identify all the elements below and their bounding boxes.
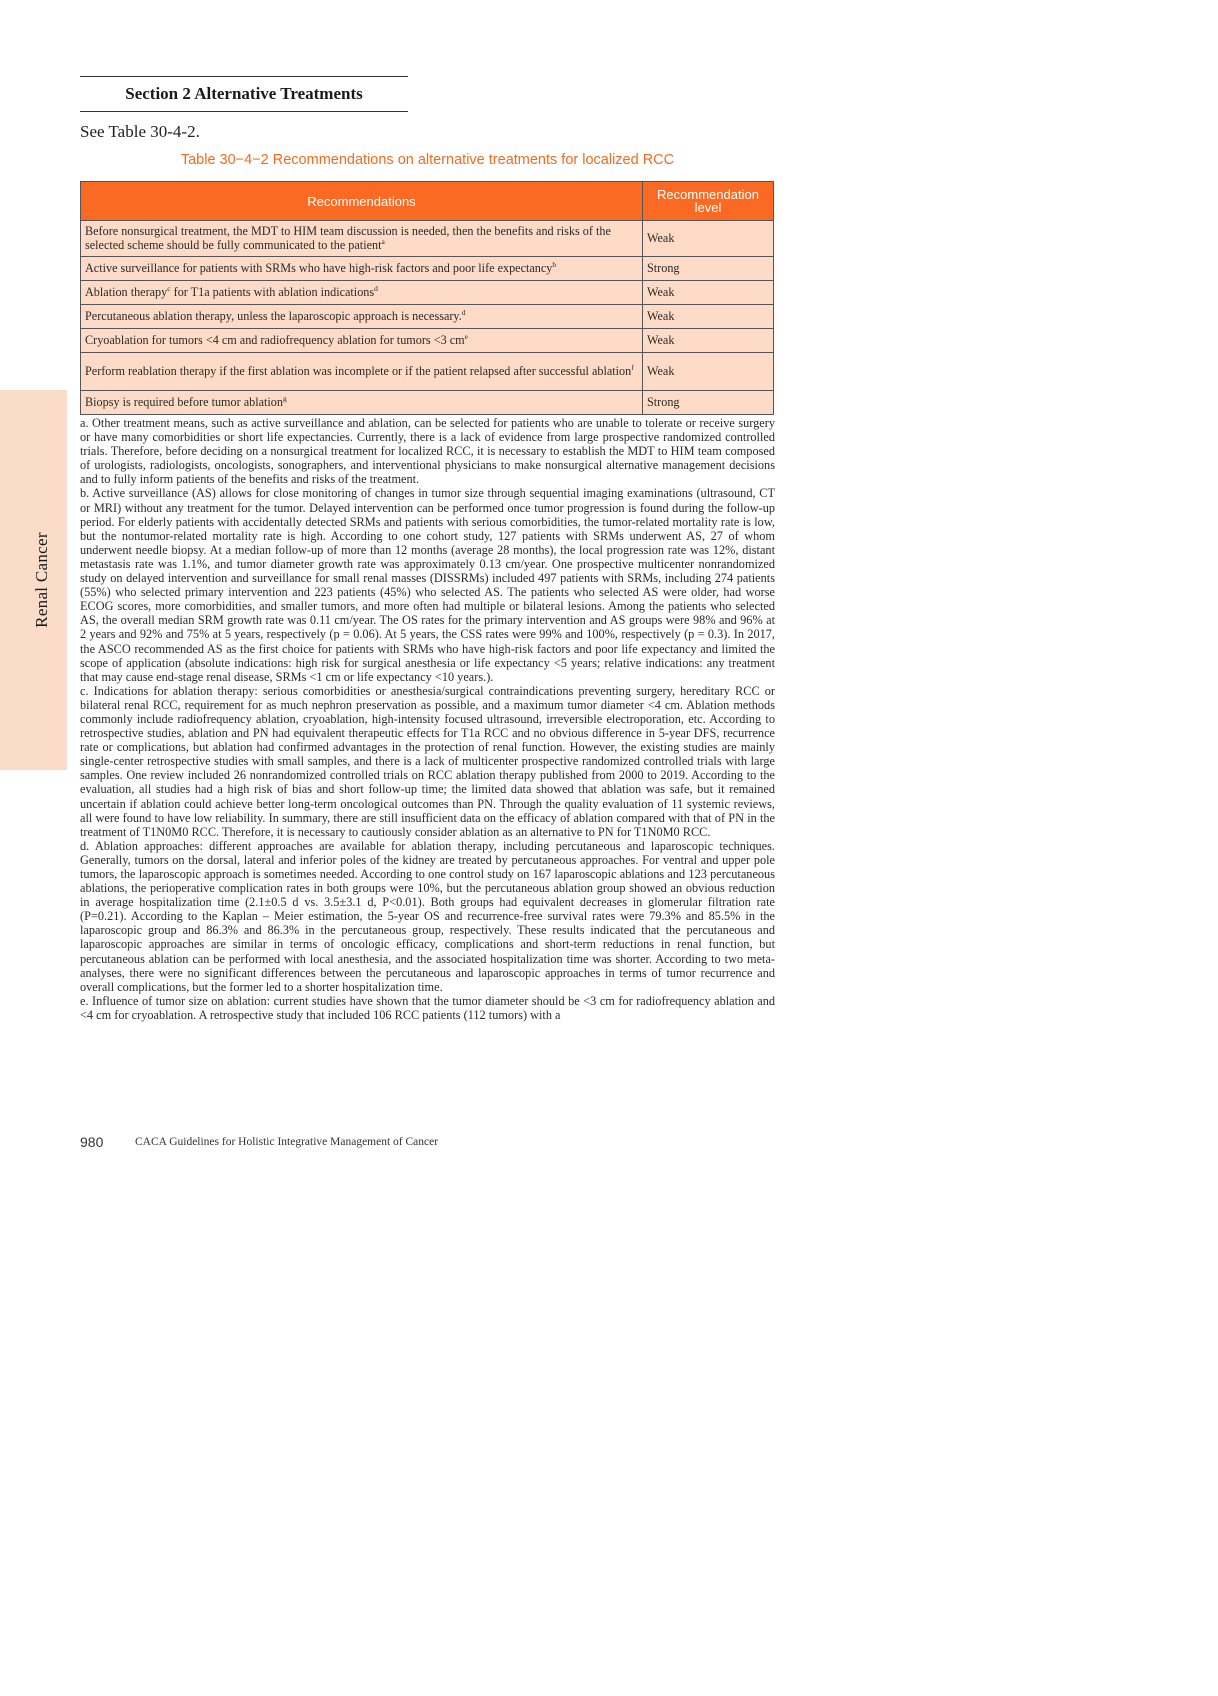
note-e: e. Influence of tumor size on ablation: current studies have shown that the tumor diameter should be <3 cm for radiofrequency ablation and <4 cm for cryoablation. A retrospective study that included 106 RCC patients (112 tumors) with a bbox=[80, 993, 775, 1022]
page-number: 980 bbox=[80, 1134, 104, 1150]
table-row bbox=[81, 257, 774, 281]
section-heading: Section 2 Alternative Treatments bbox=[125, 84, 363, 103]
table-row bbox=[81, 305, 774, 329]
header-level: Recommendation level bbox=[643, 182, 774, 221]
recommendation-cell: Percutaneous ablation therapy, unless the laparoscopic approach is necessary.$^d$ bbox=[81, 305, 643, 329]
section-bottom-rule bbox=[80, 111, 408, 112]
table-caption: Table 30−4−2 Recommendations on alternative treatments for localized RCC bbox=[180, 152, 675, 168]
recommendation-cell: Perform reablation therapy if the first ablation was incomplete or if the patient relapsed after successful ablation$^f$ bbox=[81, 353, 643, 391]
section-top-rule bbox=[80, 76, 408, 77]
table-row bbox=[81, 353, 774, 391]
level-cell: Weak bbox=[643, 221, 774, 257]
note-c: c. Indications for ablation therapy: serious comorbidities or anesthesia/surgical contraindications preventing surgery, hereditary RCC or bilateral renal RCC, requirement for as much nephron preservation as possible, and a maximum tumor diameter <4 cm. Ablation methods commonly include radiofrequency ablation, cryoablation, high-intensity focused ultrasound, irreversible electroporation, etc. According to retrospective studies, ablation and PN had equivalent therapeutic effects for T1a RCC and no obvious difference in 5-year DFS, recurrence rate or complications, but ablation had confirmed advantages in the protection of renal function. However, the existing studies are mainly single-center retrospective studies with small samples, and there is a lack of multicenter prospective randomized controlled trials with large samples. One review included 26 nonrandomized controlled trials on RCC ablation therapy published from 2000 to 2019. According to the evaluation, all studies had a high risk of bias and short follow-up time; the limited data showed that ablation was safe, but it remained uncertain if ablation could achieve better long-term oncological outcomes than PN. Through the quality evaluation of 11 systemic reviews, all were found to have low reliability. In summary, there are still insufficient data on the efficacy of ablation compared with that of PN in the treatment of T1N0M0 RCC. Therefore, it is necessary to cautiously consider ablation as an alternative to PN for T1N0M0 RCC. bbox=[80, 683, 775, 839]
level-cell: Weak bbox=[643, 281, 774, 305]
level-cell: Strong bbox=[643, 391, 774, 415]
header-recommendations: Recommendations bbox=[81, 182, 643, 221]
recommendation-cell: Cryoablation for tumors <4 cm and radiofrequency ablation for tumors <3 $cm^e$ bbox=[81, 329, 643, 353]
recommendation-cell: Biopsy is required before tumor ablation$^g$ bbox=[81, 391, 643, 415]
side-tab-label: Renal Cancer bbox=[32, 532, 51, 628]
recommendations-table bbox=[80, 181, 774, 415]
level-cell: Weak bbox=[643, 305, 774, 329]
table-row bbox=[81, 329, 774, 353]
note-b: b. Active surveillance (AS) allows for close monitoring of changes in tumor size through sequential imaging examinations (ultrasound, CT or MRI) without any treatment for the tumor. Delayed intervention can be performed once tumor progression is found during the follow-up period. For elderly patients with accidentally detected SRMs and patients with serious comorbidities, the tumor-related mortality rate is low, but the nontumor-related mortality rate is high. According to one cohort study, 127 patients with SRMs underwent AS, 27 of whom underwent needle biopsy. At a median follow-up of more than 12 months (average 28 months), the local progression rate was 12%, distant metastasis rate was 1.1%, and tumor diameter growth rate was approximately 0.13 cm/year. One prospective multicenter nonrandomized study on delayed intervention and surveillance for small renal masses (DISSRMs) included 497 patients with SRMs, including 274 patients (55%) who selected primary intervention and 223 patients (45%) who selected AS. The patients who selected AS were older, had worse ECOG scores, more comorbidities, and smaller tumors, and more often had multiple or bilateral lesions. Among the patients who selected AS, the overall median SRM growth rate was 0.11 cm/year. The OS rates for the primary intervention and AS groups were 98% and 96% at 2 years and 92% and 75% at 5 years, respectively (p = 0.06). At 5 years, the CSS rates were 99% and 100%, respectively (p = 0.3). In 2017, the ASCO recommended AS as the first choice for patients with SRMs who have high-risk factors and poor life expectancy and limited the scope of application (absolute indications: high risk for surgical anesthesia or life expectancy <5 years; relative indications: any treatment that may cause end-stage renal disease, SRMs <1 cm or life expectancy <10 years.). bbox=[80, 486, 775, 684]
running-footer: CACA Guidelines for Holistic Integrative Management of Cancer bbox=[135, 1136, 439, 1148]
table-row bbox=[81, 391, 774, 415]
level-cell: Weak bbox=[643, 353, 774, 391]
recommendation-cell: Before nonsurgical treatment, the MDT to HIM team discussion is needed, then the benefits and risks of the selected scheme should be fully communicated to the patient$^a$ bbox=[81, 221, 643, 257]
table-header-row bbox=[81, 182, 774, 221]
table-row bbox=[81, 281, 774, 305]
recommendation-cell: Ablation therapy$^c$ for T1a patients with ablation indications$^d$ bbox=[81, 281, 643, 305]
recommendation-cell: Active surveillance for patients with SRMs who have high-risk factors and poor life expectancy$^b$ bbox=[81, 257, 643, 281]
level-cell: Strong bbox=[643, 257, 774, 281]
note-d: d. Ablation approaches: different approaches are available for ablation therapy, including percutaneous and laparoscopic techniques. Generally, tumors on the dorsal, lateral and inferior poles of the kidney are treated by percutaneous approaches. For ventral and upper pole tumors, the laparoscopic approach is sometimes needed. According to one control study on 167 laparoscopic ablations and 123 percutaneous ablations, the perioperative complication rates in both groups were 10%, but the percutaneous ablation group showed an obvious reduction in average hospitalization time (2.1±0.5 d vs. 3.5±3.1 d, P<0.01). Both groups had equivalent decreases in glomerular filtration rate (P=0.21). According to the Kaplan – Meier estimation, the 5-year OS and recurrence-free survival rates were 79.3% and 85.5% in the laparoscopic group and 86.3% and 86.3% in the percutaneous group, respectively. These results indicated that the percutaneous and laparoscopic approaches are similar in terms of oncologic efficacy, complications and short-term reductions in renal function, but percutaneous ablation can be performed with local anesthesia, and the associated hospitalization time was shorter. According to two meta-analyses, there were no significant differences between the percutaneous and laparoscopic approaches in terms of tumor recurrence and overall complications, but the former led to a shorter hospitalization time. bbox=[80, 838, 775, 994]
note-a: a. Other treatment means, such as active surveillance and ablation, can be selected for patients who are unable to tolerate or receive surgery or have many comorbidities or short life expectancies. Currently, there is a lack of evidence from large prospective randomized controlled trials. Therefore, before deciding on a nonsurgical treatment for localized RCC, it is necessary to establish the MDT to HIM team composed of urologists, radiologists, oncologists, sonographers, and interventional physicians to make nonsurgical alternative management decisions and to fully inform patients of the benefits and risks of the treatment. bbox=[80, 416, 775, 487]
table-notes bbox=[80, 416, 775, 1022]
table-reference: See Table 30-4-2. bbox=[80, 122, 200, 141]
table-row bbox=[81, 221, 774, 257]
level-cell: Weak bbox=[643, 329, 774, 353]
